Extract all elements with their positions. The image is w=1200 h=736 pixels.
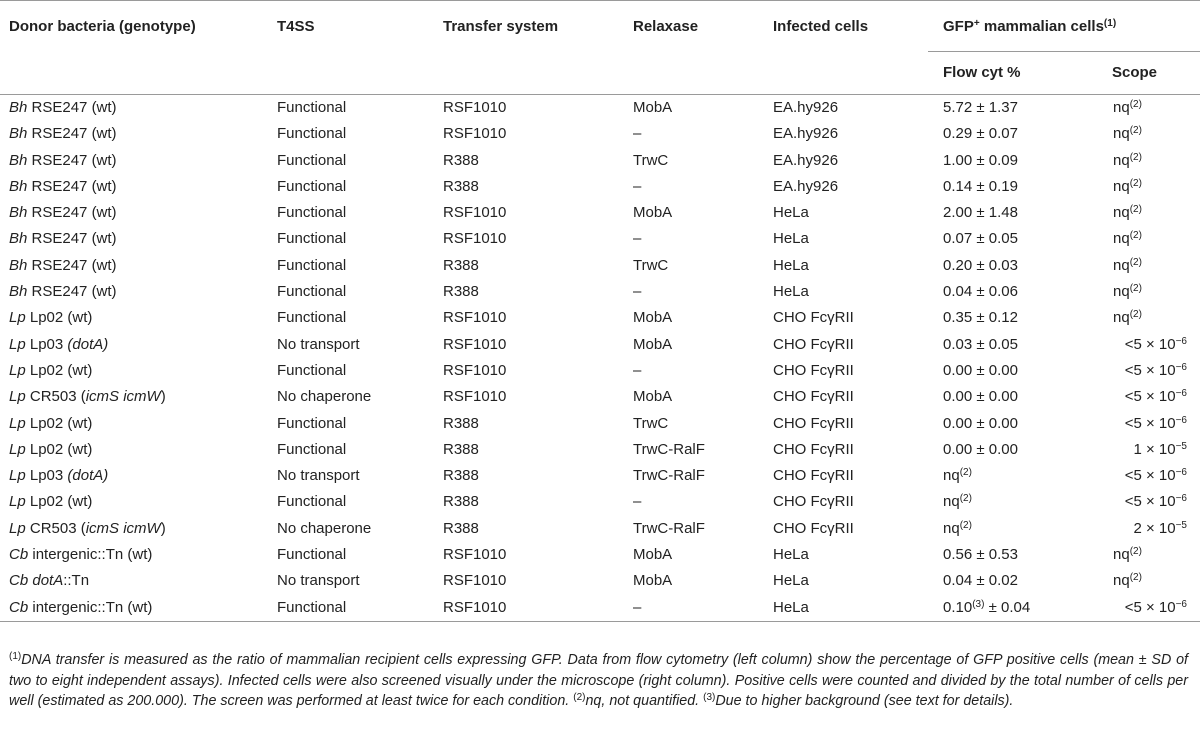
flow-value: 0.00 ± 0.00 xyxy=(943,361,1018,379)
strain-name: intergenic::Tn (wt) xyxy=(28,598,153,616)
cell-infected: CHO FcγRII xyxy=(773,467,854,485)
table-row xyxy=(0,305,1200,331)
cell-relaxase: – xyxy=(633,361,642,379)
cell-scope xyxy=(1125,489,1187,515)
strain-name: Lp02 (wt) xyxy=(25,414,93,432)
strain-name: RSE247 (wt) xyxy=(27,204,117,222)
flow-value: 2.00 ± 1.48 xyxy=(943,204,1018,222)
cell-transfer: R388 xyxy=(443,151,479,169)
scope-value: nq xyxy=(1113,309,1130,327)
cell-transfer: RSF1010 xyxy=(443,598,507,616)
scope-value: nq xyxy=(1113,546,1130,564)
cell-infected: CHO FcγRII xyxy=(773,388,854,406)
species-abbrev: Lp xyxy=(9,440,26,458)
scope-value: 2 × 10 xyxy=(1133,519,1176,537)
cell-donor xyxy=(9,332,108,358)
header-relaxase: Relaxase xyxy=(633,18,699,35)
cell-scope xyxy=(1113,200,1142,226)
cell-t4ss: Functional xyxy=(277,177,347,195)
header-gfp-note: (1) xyxy=(1103,18,1117,29)
cell-relaxase: MobA xyxy=(633,204,673,222)
table-row xyxy=(0,437,1200,463)
scope-sup: −6 xyxy=(1175,493,1187,505)
cell-scope xyxy=(1113,226,1142,252)
flow-value: 1.00 ± 0.09 xyxy=(943,151,1018,169)
flow-value: nq xyxy=(943,519,960,537)
header-gfp-main: GFP xyxy=(943,18,974,35)
strain-name: RSE247 (wt) xyxy=(27,177,117,195)
table-row xyxy=(0,411,1200,437)
cell-scope xyxy=(1125,384,1187,410)
strain-name: RSE247 (wt) xyxy=(27,99,117,116)
header-gfp xyxy=(943,18,1116,35)
scope-value: nq xyxy=(1113,99,1130,116)
cell-scope xyxy=(1125,332,1187,358)
strain-name: RSE247 (wt) xyxy=(27,125,117,143)
strain-genotype: (dotA) xyxy=(67,467,109,485)
strain-genotype: icmS icmW xyxy=(85,388,161,406)
species-abbrev: Lp xyxy=(9,361,26,379)
footnote-3-mark: (3) xyxy=(703,692,716,703)
table-row xyxy=(0,595,1200,621)
species-abbrev: Bh xyxy=(9,99,28,116)
table-row xyxy=(0,95,1200,121)
cell-scope xyxy=(1113,174,1142,200)
cell-donor xyxy=(9,595,152,621)
species-abbrev: Lp xyxy=(9,335,26,353)
cell-transfer: R388 xyxy=(443,177,479,195)
cell-scope xyxy=(1113,121,1142,147)
cell-infected: CHO FcγRII xyxy=(773,493,854,511)
cell-flow xyxy=(943,358,1018,384)
strain-name: RSE247 (wt) xyxy=(27,256,117,274)
cell-transfer: R388 xyxy=(443,283,479,301)
cell-transfer: R388 xyxy=(443,414,479,432)
strain-name: CR503 ( xyxy=(25,519,86,537)
cell-relaxase: – xyxy=(633,125,642,143)
scope-value: nq xyxy=(1113,572,1130,590)
header-transfer: Transfer system xyxy=(443,18,559,35)
scope-value: nq xyxy=(1113,230,1130,248)
cell-donor xyxy=(9,148,117,174)
table-row xyxy=(0,200,1200,226)
table-row xyxy=(0,542,1200,568)
species-abbrev: Bh xyxy=(9,177,28,195)
cell-transfer: RSF1010 xyxy=(443,546,507,564)
cell-relaxase: MobA xyxy=(633,99,673,116)
cell-transfer: RSF1010 xyxy=(443,335,507,353)
scope-sup: (2) xyxy=(1129,125,1142,137)
cell-relaxase: – xyxy=(633,230,642,248)
flow-sup: (2) xyxy=(959,467,972,479)
scope-sup: −6 xyxy=(1175,361,1187,373)
header-flow: Flow cyt % xyxy=(943,64,1021,81)
cell-relaxase: TrwC xyxy=(633,256,669,274)
footnote-2-text: nq, not quantified. xyxy=(585,693,700,709)
cell-t4ss: Functional xyxy=(277,256,347,274)
cell-t4ss: No chaperone xyxy=(277,519,372,537)
cell-scope xyxy=(1125,358,1187,384)
cell-t4ss: Functional xyxy=(277,598,347,616)
cell-donor xyxy=(9,121,117,147)
cell-relaxase: – xyxy=(633,493,642,511)
cell-donor xyxy=(9,489,92,515)
cell-t4ss: Functional xyxy=(277,230,347,248)
cell-relaxase: MobA xyxy=(633,309,673,327)
strain-name: Lp02 (wt) xyxy=(25,309,93,327)
cell-flow xyxy=(943,463,972,489)
cell-flow xyxy=(943,95,1018,121)
flow-sup: (2) xyxy=(959,493,972,505)
cell-scope xyxy=(1133,437,1187,463)
cell-relaxase: MobA xyxy=(633,388,673,406)
species-abbrev: Lp xyxy=(9,493,26,511)
scope-value: <5 × 10 xyxy=(1124,414,1176,432)
flow-sup: (3) xyxy=(972,598,985,610)
cell-t4ss: Functional xyxy=(277,204,347,222)
cell-t4ss: Functional xyxy=(277,125,347,143)
footnotes xyxy=(9,650,1188,712)
cell-flow xyxy=(943,516,972,542)
strain-name: Lp03 xyxy=(25,335,68,353)
flow-value: 0.56 ± 0.53 xyxy=(943,546,1018,564)
scope-value: 1 × 10 xyxy=(1133,440,1176,458)
flow-tail: ± 0.04 xyxy=(984,598,1031,616)
cell-infected: CHO FcγRII xyxy=(773,335,854,353)
cell-transfer: RSF1010 xyxy=(443,388,507,406)
cell-t4ss: Functional xyxy=(277,414,347,432)
species-abbrev: Bh xyxy=(9,230,28,248)
cell-donor xyxy=(9,437,92,463)
cell-infected: HeLa xyxy=(773,598,809,616)
flow-value: 0.00 ± 0.00 xyxy=(943,440,1018,458)
scope-value: <5 × 10 xyxy=(1124,467,1176,485)
table-row xyxy=(0,384,1200,410)
cell-t4ss: No transport xyxy=(277,335,360,353)
strain-genotype: icmS icmW xyxy=(85,519,161,537)
cell-donor xyxy=(9,305,92,331)
header-gfp-sup: + xyxy=(973,18,980,29)
cell-relaxase: TrwC xyxy=(633,151,669,169)
cell-t4ss: No transport xyxy=(277,467,360,485)
cell-flow xyxy=(943,305,1018,331)
strain-suffix: ) xyxy=(160,388,166,406)
cell-flow xyxy=(943,332,1018,358)
cell-t4ss: Functional xyxy=(277,361,347,379)
scope-sup: (2) xyxy=(1129,177,1142,189)
header-scope: Scope xyxy=(1112,64,1158,81)
scope-value: <5 × 10 xyxy=(1124,335,1176,353)
cell-flow xyxy=(943,279,1018,305)
scope-sup: (2) xyxy=(1129,572,1142,584)
table-row xyxy=(0,463,1200,489)
cell-scope xyxy=(1113,542,1142,568)
cell-infected: CHO FcγRII xyxy=(773,309,854,327)
cell-relaxase: TrwC xyxy=(633,414,669,432)
cell-scope xyxy=(1113,568,1142,594)
flow-value: 0.20 ± 0.03 xyxy=(943,256,1018,274)
cell-infected: CHO FcγRII xyxy=(773,361,854,379)
cell-donor xyxy=(9,174,117,200)
cell-transfer: RSF1010 xyxy=(443,309,507,327)
flow-value: 0.10 xyxy=(943,598,973,616)
scope-value: nq xyxy=(1113,256,1130,274)
table-row xyxy=(0,121,1200,147)
cell-donor xyxy=(9,463,108,489)
cell-relaxase: MobA xyxy=(633,572,673,590)
flow-value: 0.04 ± 0.02 xyxy=(943,572,1018,590)
cell-donor xyxy=(9,200,117,226)
species-abbrev: Cb xyxy=(9,546,29,564)
flow-value: 0.35 ± 0.12 xyxy=(943,309,1018,327)
cell-infected: CHO FcγRII xyxy=(773,414,854,432)
table-row xyxy=(0,253,1200,279)
scope-value: nq xyxy=(1113,177,1130,195)
footnote-1-mark: (1) xyxy=(9,651,22,662)
cell-scope xyxy=(1125,411,1187,437)
table-row xyxy=(0,358,1200,384)
species-abbrev: Lp xyxy=(9,388,26,406)
strain-genotype: dotA xyxy=(32,572,64,590)
scope-value: <5 × 10 xyxy=(1124,388,1176,406)
species-abbrev: Bh xyxy=(9,283,28,301)
cell-flow xyxy=(943,174,1018,200)
cell-t4ss: Functional xyxy=(277,493,347,511)
cell-flow xyxy=(943,148,1018,174)
scope-sup: −6 xyxy=(1175,467,1187,479)
scope-sup: (2) xyxy=(1129,283,1142,295)
flow-value: 0.00 ± 0.00 xyxy=(943,414,1018,432)
header-gfp-rest: mammalian cells xyxy=(979,18,1104,35)
scope-sup: −6 xyxy=(1175,598,1187,610)
flow-value: nq xyxy=(943,493,960,511)
cell-relaxase: TrwC-RalF xyxy=(633,519,705,537)
cell-scope xyxy=(1133,516,1187,542)
cell-infected: EA.hy926 xyxy=(773,125,839,143)
cell-relaxase: – xyxy=(633,177,642,195)
cell-flow xyxy=(943,437,1018,463)
table-body xyxy=(0,95,1200,621)
scope-sup: (2) xyxy=(1129,546,1142,558)
scope-sup: (2) xyxy=(1129,256,1142,268)
cell-flow xyxy=(943,121,1018,147)
table-row xyxy=(0,226,1200,252)
cell-t4ss: Functional xyxy=(277,546,347,564)
scope-sup: (2) xyxy=(1129,204,1142,216)
scope-sup: −5 xyxy=(1175,519,1187,531)
species-abbrev: Lp xyxy=(9,519,26,537)
strain-suffix: ::Tn xyxy=(63,572,90,590)
strain-name: CR503 ( xyxy=(25,388,86,406)
cell-relaxase: – xyxy=(633,598,642,616)
strain-genotype: (dotA) xyxy=(67,335,109,353)
table-bottom-rule xyxy=(0,621,1200,622)
cell-relaxase: – xyxy=(633,283,642,301)
cell-donor xyxy=(9,542,152,568)
cell-transfer: RSF1010 xyxy=(443,99,507,116)
species-abbrev: Cb xyxy=(9,598,29,616)
strain-name: RSE247 (wt) xyxy=(27,230,117,248)
cell-donor xyxy=(9,358,92,384)
scope-sup: −6 xyxy=(1175,414,1187,426)
scope-sup: (2) xyxy=(1129,99,1142,110)
cell-scope xyxy=(1125,463,1187,489)
cell-t4ss: Functional xyxy=(277,283,347,301)
gfp-subheader-rule xyxy=(928,51,1200,52)
scope-value: nq xyxy=(1113,283,1130,301)
flow-value: nq xyxy=(943,467,960,485)
species-abbrev: Bh xyxy=(9,151,28,169)
cell-donor xyxy=(9,253,117,279)
scope-sup: (2) xyxy=(1129,309,1142,321)
species-abbrev: Lp xyxy=(9,467,26,485)
cell-scope xyxy=(1113,95,1142,121)
species-abbrev: Bh xyxy=(9,125,28,143)
cell-donor xyxy=(9,516,166,542)
species-abbrev: Bh xyxy=(9,204,28,222)
cell-relaxase: MobA xyxy=(633,335,673,353)
header-t4ss: T4SS xyxy=(277,18,315,35)
scope-sup: (2) xyxy=(1129,230,1142,242)
cell-donor xyxy=(9,279,117,305)
scope-value: nq xyxy=(1113,204,1130,222)
cell-flow xyxy=(943,200,1018,226)
flow-value: 0.00 ± 0.00 xyxy=(943,388,1018,406)
cell-scope xyxy=(1113,305,1142,331)
footnote-1-text: DNA transfer is measured as the ratio of mammalian recipient cells expressing GFP. Data from flow cytometry (left column) show the percentage of GFP positive cells (mean ± SD of two to eight independent assays). Infected cells were also screened visually under the microscope (right column). Positive cells were counted and divided by the total number of cells per well (estimated as 200.000). The screen was performed at least twice for each condition. xyxy=(9,652,1188,709)
cell-t4ss: Functional xyxy=(277,309,347,327)
flow-value: 0.14 ± 0.19 xyxy=(943,177,1018,195)
cell-transfer: R388 xyxy=(443,467,479,485)
cell-flow xyxy=(943,489,972,515)
cell-infected: HeLa xyxy=(773,230,809,248)
scope-sup: −5 xyxy=(1175,440,1187,452)
cell-flow xyxy=(943,411,1018,437)
cell-infected: HeLa xyxy=(773,546,809,564)
footnote-3-text: Due to higher background (see text for details). xyxy=(715,693,1014,709)
cell-transfer: R388 xyxy=(443,256,479,274)
cell-infected: CHO FcγRII xyxy=(773,440,854,458)
cell-flow xyxy=(943,568,1018,594)
cell-flow xyxy=(943,595,1030,621)
cell-scope xyxy=(1113,279,1142,305)
cell-infected: CHO FcγRII xyxy=(773,519,854,537)
cell-transfer: R388 xyxy=(443,493,479,511)
table-row xyxy=(0,332,1200,358)
species-abbrev: Cb xyxy=(9,572,29,590)
footnote-2-mark: (2) xyxy=(573,692,586,703)
cell-infected: HeLa xyxy=(773,204,809,222)
cell-donor xyxy=(9,95,117,121)
cell-infected: HeLa xyxy=(773,283,809,301)
cell-transfer: RSF1010 xyxy=(443,572,507,590)
strain-name: RSE247 (wt) xyxy=(27,151,117,169)
species-abbrev: Bh xyxy=(9,256,28,274)
strain-name: Lp02 (wt) xyxy=(25,440,93,458)
cell-flow xyxy=(943,384,1018,410)
strain-suffix: ) xyxy=(160,519,166,537)
cell-infected: EA.hy926 xyxy=(773,177,839,195)
scope-value: nq xyxy=(1113,151,1130,169)
scope-value: <5 × 10 xyxy=(1124,598,1176,616)
scope-value: nq xyxy=(1113,125,1130,143)
cell-scope xyxy=(1113,148,1142,174)
table-row xyxy=(0,489,1200,515)
flow-sup: (2) xyxy=(959,519,972,531)
flow-value: 0.03 ± 0.05 xyxy=(943,335,1018,353)
header-donor: Donor bacteria (genotype) xyxy=(9,18,196,35)
header-infected: Infected cells xyxy=(773,18,869,35)
cell-t4ss: Functional xyxy=(277,99,347,116)
table-row xyxy=(0,174,1200,200)
table-row xyxy=(0,568,1200,594)
cell-relaxase: TrwC-RalF xyxy=(633,440,705,458)
cell-donor xyxy=(9,384,166,410)
scope-sup: −6 xyxy=(1175,335,1187,347)
cell-t4ss: No transport xyxy=(277,572,360,590)
cell-flow xyxy=(943,226,1018,252)
cell-flow xyxy=(943,253,1018,279)
cell-relaxase: TrwC-RalF xyxy=(633,467,705,485)
cell-donor xyxy=(9,568,89,594)
cell-transfer: R388 xyxy=(443,440,479,458)
cell-transfer: R388 xyxy=(443,519,479,537)
cell-relaxase: MobA xyxy=(633,546,673,564)
cell-transfer: RSF1010 xyxy=(443,230,507,248)
table-header xyxy=(0,0,1200,95)
cell-scope xyxy=(1113,253,1142,279)
strain-name: Lp02 (wt) xyxy=(25,361,93,379)
table-row xyxy=(0,148,1200,174)
scope-value: <5 × 10 xyxy=(1124,361,1176,379)
strain-name: intergenic::Tn (wt) xyxy=(28,546,153,564)
cell-transfer: RSF1010 xyxy=(443,125,507,143)
cell-infected: EA.hy926 xyxy=(773,151,839,169)
scope-sup: (2) xyxy=(1129,151,1142,163)
table-row xyxy=(0,516,1200,542)
strain-name: RSE247 (wt) xyxy=(27,283,117,301)
cell-donor xyxy=(9,226,117,252)
cell-donor xyxy=(9,411,92,437)
flow-value: 5.72 ± 1.37 xyxy=(943,99,1018,116)
table-row xyxy=(0,279,1200,305)
flow-value: 0.07 ± 0.05 xyxy=(943,230,1018,248)
cell-t4ss: No chaperone xyxy=(277,388,372,406)
cell-flow xyxy=(943,542,1018,568)
flow-value: 0.29 ± 0.07 xyxy=(943,125,1018,143)
flow-value: 0.04 ± 0.06 xyxy=(943,283,1018,301)
scope-sup: −6 xyxy=(1175,388,1187,400)
strain-name: Lp02 (wt) xyxy=(25,493,93,511)
cell-transfer: RSF1010 xyxy=(443,204,507,222)
scope-value: <5 × 10 xyxy=(1124,493,1176,511)
cell-infected: EA.hy926 xyxy=(773,99,839,116)
cell-t4ss: Functional xyxy=(277,151,347,169)
species-abbrev: Lp xyxy=(9,309,26,327)
cell-infected: HeLa xyxy=(773,256,809,274)
strain-name: Lp03 xyxy=(25,467,68,485)
cell-infected: HeLa xyxy=(773,572,809,590)
cell-transfer: RSF1010 xyxy=(443,361,507,379)
species-abbrev: Lp xyxy=(9,414,26,432)
cell-scope xyxy=(1125,595,1187,621)
cell-t4ss: Functional xyxy=(277,440,347,458)
